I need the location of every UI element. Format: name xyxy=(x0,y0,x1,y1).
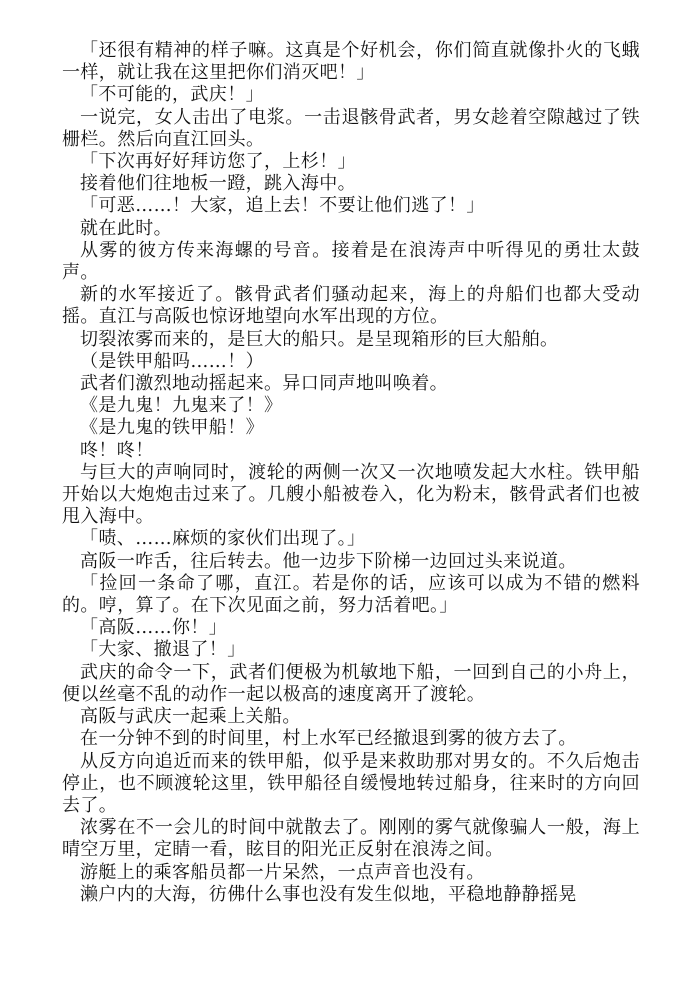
paragraph: 「啧、……麻烦的家伙们出现了。」 xyxy=(80,528,366,550)
paragraph: 接着他们往地板一蹬，跳入海中。 xyxy=(80,173,356,195)
paragraph: 新的水军接近了。骸骨武者们骚动起来，海上的舟船们也都大受动摇。直江与高阪也惊讶地望向水军出现的方位。 xyxy=(62,284,640,328)
paragraph: 高阪与武庆一起乘上关船。 xyxy=(80,706,301,728)
paragraph: 与巨大的声响同时，渡轮的两侧一次又一次地喷发起大水柱。铁甲船开始以大炮炮击过来了。几艘小船被卷入，化为粉末，骸骨武者们也被甩入海中。 xyxy=(62,461,640,528)
document-page xyxy=(62,40,640,906)
paragraph: 切裂浓雾而来的，是巨大的船只。是呈现箱形的巨大船舶。 xyxy=(80,328,559,350)
paragraph: 武者们激烈地动摇起来。异口同声地叫唤着。 xyxy=(80,373,448,395)
paragraph: 就在此时。 xyxy=(80,217,172,239)
paragraph: 「可恶……！大家，追上去！不要让他们逃了！」 xyxy=(80,195,485,217)
paragraph: 「大家、撤退了！」 xyxy=(80,639,246,661)
paragraph: 濑户内的大海，彷佛什么事也没有发生似地，平稳地静静摇晃 xyxy=(80,883,577,905)
paragraph: 「高阪……你！」 xyxy=(80,617,228,639)
paragraph: 《是九鬼！九鬼来了！》 xyxy=(80,395,283,417)
paragraph: 《是九鬼的铁甲船！》 xyxy=(80,417,264,439)
paragraph: 「不可能的，武庆！」 xyxy=(80,84,264,106)
paragraph: 高阪一咋舌，往后转去。他一边步下阶梯一边回过头来说道。 xyxy=(80,550,577,572)
paragraph: 游艇上的乘客船员都一片呆然，一点声音也没有。 xyxy=(80,861,485,883)
paragraph: 一说完，女人击出了电浆。一击退骸骨武者，男女趁着空隙越过了铁栅栏。然后向直江回头。 xyxy=(62,106,640,150)
paragraph: 「下次再好好拜访您了，上杉！」 xyxy=(80,151,356,173)
paragraph: 「还很有精神的样子嘛。这真是个好机会，你们简直就像扑火的飞蛾一样，就让我在这里把你们消灭吧！」 xyxy=(62,40,640,84)
paragraph: （是铁甲船吗……！） xyxy=(80,350,264,372)
paragraph: 咚！咚！ xyxy=(80,439,154,461)
paragraph: 浓雾在不一会儿的时间中就散去了。刚刚的雾气就像骗人一般，海上晴空万里，定睛一看，眩目的阳光正反射在浪涛之间。 xyxy=(62,817,640,861)
paragraph: 从雾的彼方传来海螺的号音。接着是在浪涛声中听得见的勇壮太鼓声。 xyxy=(62,239,640,284)
paragraph: 从反方向追近而来的铁甲船，似乎是来救助那对男女的。不久后炮击停止，也不顾渡轮这里，铁甲船径自缓慢地转过船身，往来时的方向回去了。 xyxy=(62,750,640,816)
paragraph: 「捡回一条命了哪，直江。若是你的话，应该可以成为不错的燃料的。哼，算了。在下次见面之前，努力活着吧。」 xyxy=(62,572,640,617)
paragraph: 在一分钟不到的时间里，村上水军已经撤退到雾的彼方去了。 xyxy=(80,728,577,750)
paragraph: 武庆的命令一下，武者们便极为机敏地下船，一回到自己的小舟上，便以丝毫不乱的动作一起以极高的速度离开了渡轮。 xyxy=(62,661,640,705)
